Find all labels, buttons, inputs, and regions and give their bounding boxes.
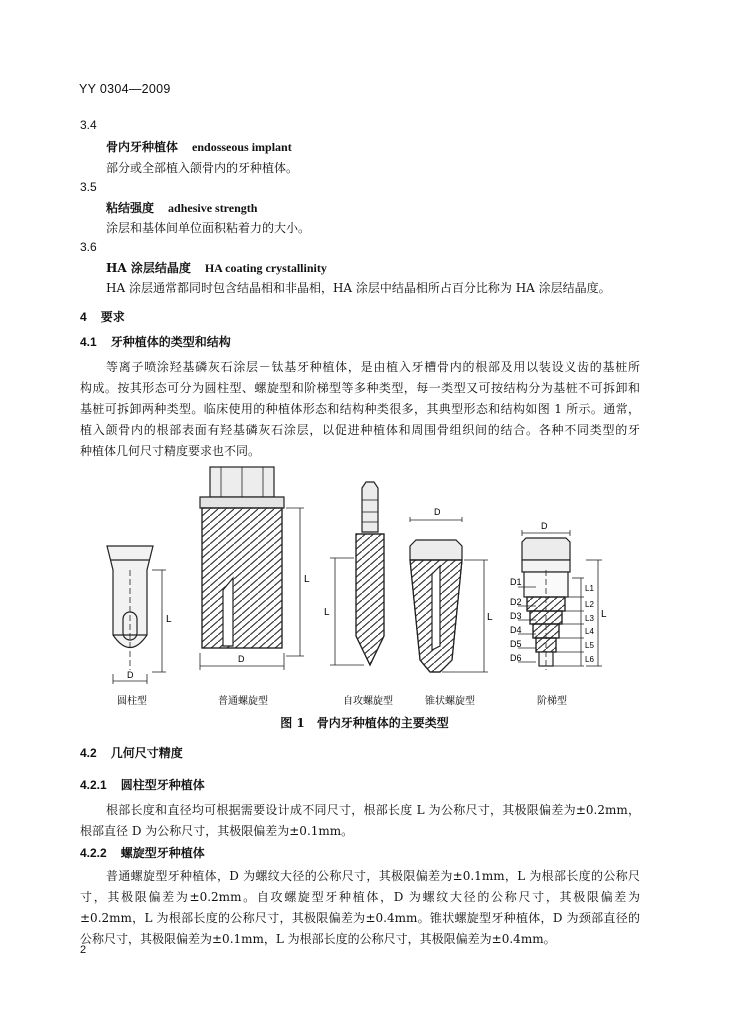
- section-number: 4.2.1: [80, 778, 107, 792]
- term-heading: [106, 199, 257, 216]
- section-heading: [80, 844, 205, 861]
- page-number: 2: [80, 944, 87, 956]
- standard-code-header: YY 0304—2009: [79, 82, 171, 96]
- dim-label-L: L: [487, 612, 493, 623]
- section-number: 3.5: [80, 180, 97, 194]
- figure-caption: 图 1 骨内牙种植体的主要类型: [280, 716, 449, 730]
- term-definition: 涂层和基体间单位面积粘着力的大小。: [106, 221, 311, 235]
- type-label-tapered-screw: 锥状螺旋型: [425, 696, 475, 707]
- term-heading: [106, 138, 292, 155]
- step-label-L6: L6: [585, 655, 594, 664]
- term-definition: HA 涂层通常都同时包含结晶相和非晶相，HA 涂层中结晶相所占百分比称为 HA 涂层结晶度。: [106, 281, 611, 295]
- term-en: adhesive strength: [168, 201, 258, 215]
- cylinder-implant-drawing: [107, 546, 166, 684]
- step-label-L2: L2: [585, 600, 594, 609]
- section-number: 4.1: [80, 335, 97, 349]
- section-heading: [80, 776, 205, 793]
- section-title: 几何尺寸精度: [110, 746, 183, 760]
- dim-label-D: D: [434, 507, 441, 517]
- dim-label-L: L: [601, 609, 607, 620]
- paragraph-line: 基桩可拆卸两种类型。临床使用的种植体形态和结构种类很多，其典型形态和结构如图 1 所示。通常，: [80, 402, 640, 416]
- step-label-D3: D3: [510, 611, 522, 621]
- section-heading: [80, 308, 125, 325]
- section-number: 4.2: [80, 746, 97, 760]
- paragraph-line: 根部直径 D 为公称尺寸，其极限偏差为±0.1mm。: [80, 824, 354, 838]
- step-label-D4: D4: [510, 625, 522, 635]
- section-heading: [80, 333, 231, 350]
- paragraph-line: 等离子喷涂羟基磷灰石涂层－钛基牙种植体，是由植入牙槽骨内的根部及用以装设义齿的基桩所: [106, 360, 640, 374]
- step-label-L3: L3: [585, 614, 594, 623]
- paragraph-line: 根部长度和直径均可根据需要设计成不同尺寸，根部长度 L 为公称尺寸，其极限偏差为±0.2mm，: [106, 803, 640, 817]
- type-label-self-tapping-screw: 自攻螺旋型: [343, 696, 393, 707]
- step-label-D2: D2: [510, 597, 522, 607]
- paragraph-4-1: [80, 357, 640, 462]
- term-en: HA coating crystallinity: [204, 261, 327, 275]
- type-label-standard-screw: 普通螺旋型: [218, 696, 268, 707]
- term-cn: 骨内牙种植体: [106, 140, 179, 154]
- step-label-D6: D6: [510, 653, 522, 663]
- step-label-L1: L1: [585, 584, 594, 593]
- step-label-D5: D5: [510, 639, 522, 649]
- paragraph-line: 构成。按其形态可分为圆柱型、螺旋型和阶梯型等多种类型，每一类型又可按结构分为基桩不可拆卸和: [80, 381, 640, 395]
- type-label-stepped: 阶梯型: [537, 696, 567, 707]
- implant-types-figure: [90, 460, 610, 715]
- section-title: 牙种植体的类型和结构: [110, 335, 231, 349]
- paragraph-4-2-2: [80, 866, 640, 950]
- section-number: 4: [80, 310, 87, 324]
- section-title: 圆柱型牙种植体: [120, 778, 205, 792]
- dim-label-D: D: [238, 654, 245, 664]
- dim-label-L: L: [166, 614, 172, 625]
- paragraph-line: 植入颌骨内的根部表面有羟基磷灰石涂层，以促进种植体和周围骨组织间的结合。各种不同类型的牙: [80, 423, 640, 437]
- paragraph-line: 普通螺旋型牙种植体，D 为螺纹大径的公称尺寸，其极限偏差为±0.1mm，L 为根部长度的公称尺: [106, 869, 640, 883]
- step-label-D1: D1: [510, 577, 522, 587]
- dim-label-L: L: [304, 574, 310, 585]
- type-label-cylinder: 圆柱型: [117, 696, 147, 707]
- tapered-screw-implant-drawing: [410, 517, 488, 672]
- term-cn: HA 涂层结晶度: [106, 261, 191, 275]
- step-label-L4: L4: [585, 627, 594, 636]
- standard-screw-implant-drawing: [200, 467, 304, 670]
- self-tapping-screw-implant-drawing: [330, 482, 384, 665]
- step-label-L5: L5: [585, 641, 594, 650]
- dim-label-L: L: [324, 607, 330, 618]
- section-title: 要求: [100, 310, 125, 324]
- section-title: 螺旋型牙种植体: [120, 846, 205, 860]
- term-heading: [106, 259, 327, 276]
- paragraph-4-2-1: [80, 800, 640, 842]
- paragraph-line: ±0.2mm，L 为根部长度的公称尺寸，其极限偏差为±0.4mm。锥状螺旋型牙种植体，D 为颈部直径的: [80, 911, 640, 925]
- section-number: 3.4: [80, 118, 97, 132]
- paragraph-line: 寸，其极限偏差为±0.2mm。自攻螺旋型牙种植体，D 为螺纹大径的公称尺寸，其极限偏差为: [80, 890, 640, 904]
- section-number: 3.6: [80, 240, 97, 254]
- section-number: 4.2.2: [80, 846, 107, 860]
- term-en: endosseous implant: [192, 140, 292, 154]
- paragraph-line: 公称尺寸，其极限偏差为±0.1mm，L 为根部长度的公称尺寸，其极限偏差为±0.4mm。: [80, 932, 556, 946]
- term-definition: 部分或全部植入颌骨内的牙种植体。: [106, 161, 299, 175]
- paragraph-line: 种植体几何尺寸精度要求也不同。: [80, 444, 261, 458]
- term-cn: 粘结强度: [106, 201, 155, 215]
- dim-label-D: D: [127, 670, 134, 680]
- dim-label-D: D: [541, 521, 548, 531]
- section-heading: [80, 744, 183, 761]
